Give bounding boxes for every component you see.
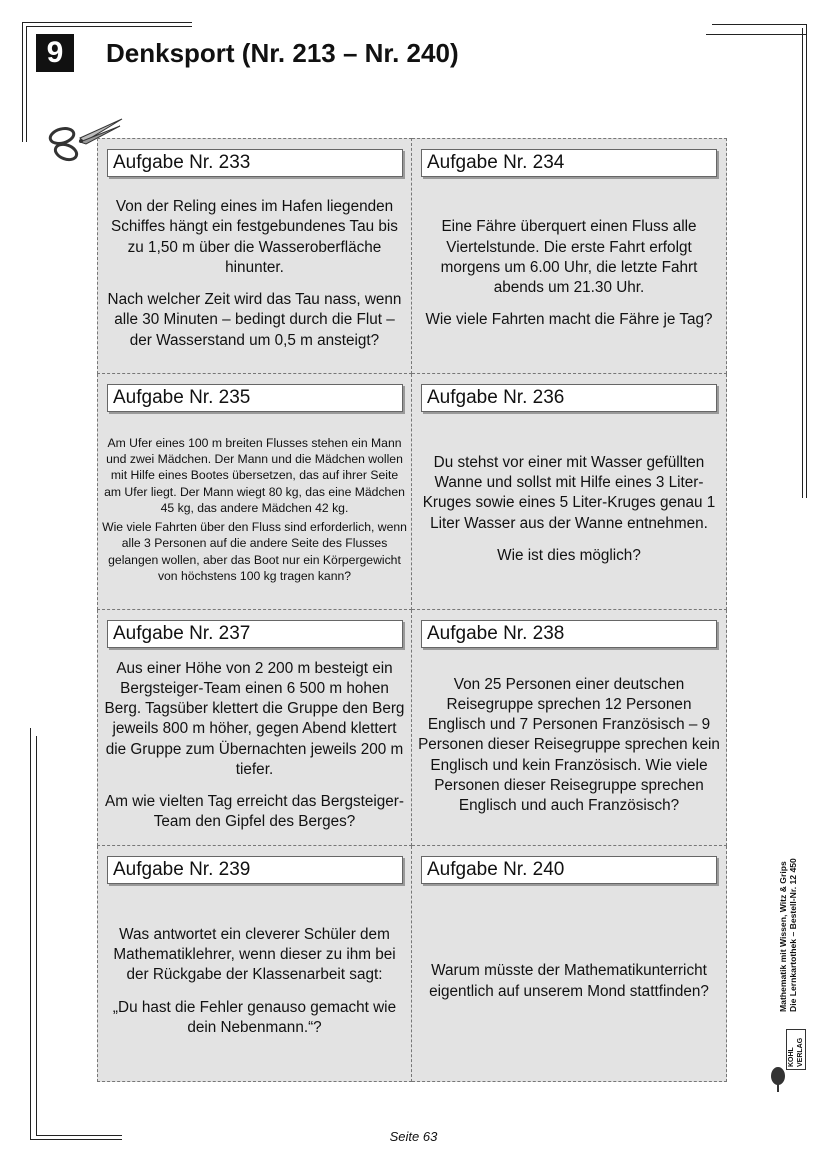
task-text: Du stehst vor einer mit Wasser gefüllten Wanne und sollst mit Hilfe eines 3 Liter-Kruges sowie eines 5 Liter-Kruges genau 1 Liter Wasser aus der Wanne entnehmen. (422, 453, 716, 532)
task-card-title: Aufgabe Nr. 237 (107, 620, 403, 648)
publisher-logo-text: KOHL VERLAG (786, 1029, 806, 1070)
frame-top-right-vertical-2 (806, 24, 807, 498)
task-card-body (416, 414, 722, 605)
task-card-body (102, 414, 407, 605)
task-card-body (102, 179, 407, 369)
task-card-title: Aufgabe Nr. 236 (421, 384, 717, 412)
task-card-title: Aufgabe Nr. 238 (421, 620, 717, 648)
tree-logo-icon (770, 1066, 786, 1094)
task-card-233 (97, 138, 412, 374)
task-card-title: Aufgabe Nr. 233 (107, 149, 403, 177)
frame-bottom-left-vertical (30, 728, 31, 1140)
frame-top-left-vertical-2 (26, 26, 27, 142)
task-card-body (416, 886, 722, 1077)
task-question: Am wie vielten Tag erreicht das Bergsteiger-Team den Gipfel des Berges? (105, 792, 404, 831)
side-credit-title: Mathematik mit Wissen, Witz & Grips (778, 861, 788, 1012)
task-question: Wie ist dies möglich? (497, 546, 641, 564)
task-card-title: Aufgabe Nr. 240 (421, 856, 717, 884)
task-question: „Du hast die Fehler genauso gemacht wie dein Nebenmann.“? (112, 998, 397, 1036)
frame-top-left-horizontal-2 (26, 26, 192, 27)
task-card-body (102, 886, 407, 1077)
task-card-body (416, 650, 722, 841)
frame-top-right-horizontal-2 (712, 24, 807, 25)
task-card-body (416, 179, 722, 369)
task-card-body (102, 650, 407, 841)
task-text: Am Ufer eines 100 m breiten Flusses stehen ein Mann und zwei Mädchen. Der Mann und die Mädchen wollen mit Hilfe eines Bootes übersetzen, das auf ihrer Seite am Ufer liegt. Der Mann wiegt 80 kg, das eine Mädchen 45 kg, das andere Mädchen 42 kg. (104, 435, 405, 515)
frame-top-left-vertical (22, 22, 23, 142)
chapter-number-badge: 9 (36, 34, 74, 72)
task-text: Aus einer Höhe von 2 200 m besteigt ein Bergsteiger-Team einen 6 500 m hohen Berg. Tagsüber klettert die Gruppe den Berg jeweils 800 m höher, gegen Abend klettert die Gruppe zum Übernachten jeweils 200 m tiefer. (104, 659, 405, 778)
frame-bottom-left-vertical-2 (36, 736, 37, 1136)
frame-top-right-vertical (802, 28, 803, 498)
task-question: Nach welcher Zeit wird das Tau nass, wenn alle 30 Minuten – bedingt durch die Flut – der Wasserstand um 0,5 m ansteigt? (107, 291, 402, 349)
task-text: Von 25 Personen einer deutschen Reisegruppe sprechen 12 Personen Englisch und 7 Personen Französisch – 9 Personen dieser Reisegruppe sprechen kein Englisch und kein Französisch. Wie viele Personen dieser Reisegruppe sprechen Englisch und auch Französisch? (418, 675, 720, 814)
task-card-title: Aufgabe Nr. 239 (107, 856, 403, 884)
task-text: Eine Fähre überquert einen Fluss alle Viertelstunde. Die erste Fahrt erfolgt morgens um 6.00 Uhr, die letzte Fahrt abends um 21.30 Uhr. (440, 218, 698, 297)
task-card-235 (97, 374, 412, 610)
side-credit (778, 812, 798, 1012)
page-number: Seite 63 (389, 1129, 438, 1144)
task-question: Wie viele Fahrten macht die Fähre je Tag? (425, 311, 713, 329)
frame-top-left-horizontal (22, 22, 192, 23)
task-card-236 (412, 374, 727, 610)
task-card-237 (97, 610, 412, 846)
side-credit-order-number: Die Lernkartothek – Bestell-Nr. 12 450 (788, 858, 798, 1012)
task-card-234 (412, 138, 727, 374)
task-question: Wie viele Fahrten über den Fluss sind erforderlich, wenn alle 3 Personen auf die andere Seite des Flusses gelangen wollen, aber das Boot nur ein Körpergewicht von höchstens 100 kg tragen kann? (102, 520, 407, 584)
task-text: Was antwortet ein cleverer Schüler dem Mathematiklehrer, wenn dieser zu ihm bei der Rückgabe der Klassenarbeit sagt: (113, 925, 396, 984)
task-card-239 (97, 846, 412, 1082)
task-card-grid (97, 138, 727, 1082)
frame-top-right-horizontal (706, 34, 806, 35)
task-card-238 (412, 610, 727, 846)
task-text: Von der Reling eines im Hafen liegenden Schiffes hängt ein festgebundenes Tau bis zu 1,50 m über die Wasseroberfläche hinunter. (111, 198, 398, 276)
page-title: Denksport (Nr. 213 – Nr. 240) (106, 38, 459, 68)
task-card-240 (412, 846, 727, 1082)
task-card-title: Aufgabe Nr. 235 (107, 384, 403, 412)
task-card-title: Aufgabe Nr. 234 (421, 149, 717, 177)
task-text: Warum müsste der Mathematikunterricht eigentlich auf unserem Mond stattfinden? (429, 962, 709, 1000)
